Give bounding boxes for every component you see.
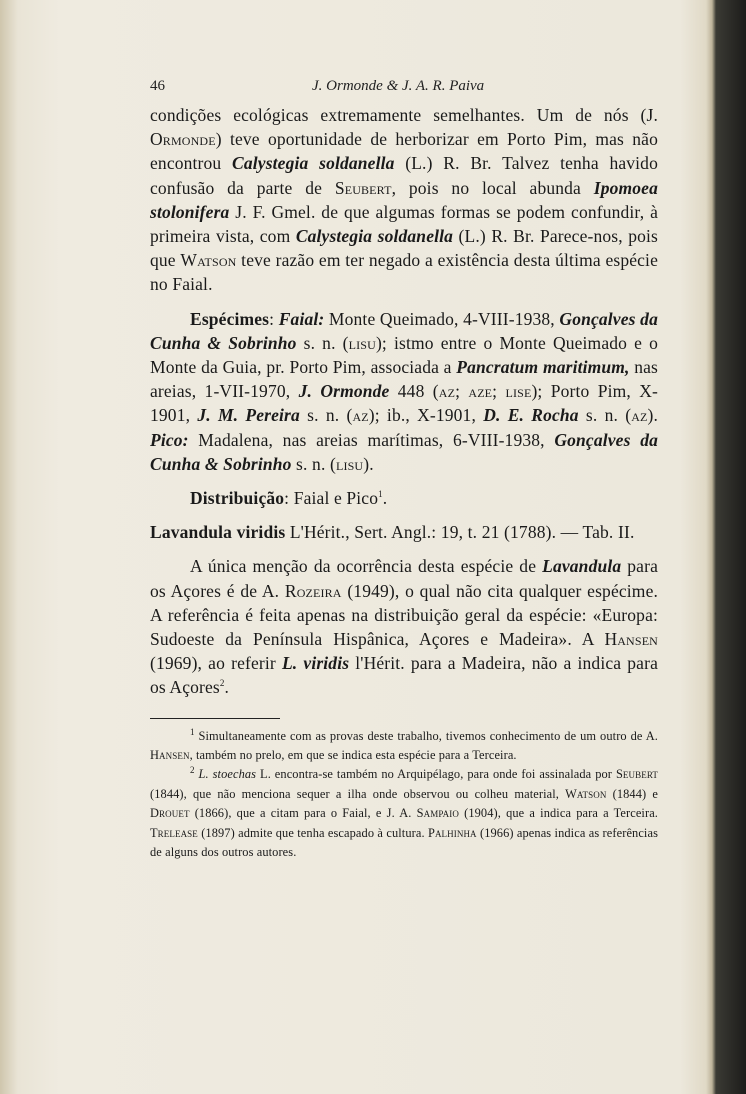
footnote-ref-2: 2 xyxy=(219,678,225,689)
page-number: 46 xyxy=(150,78,165,94)
footnote-ref-1: 1 xyxy=(378,489,383,500)
species-heading-lavandula-viridis: Lavandula viridis L'Hérit., Sert. Angl.: 19, t. 21 (1788). — Tab. II. xyxy=(150,522,635,543)
running-head: J. Ormonde & J. A. R. Paiva xyxy=(312,78,485,94)
paragraph-calystegia-discussion: condições ecológicas extremamente semelhantes. Um de nós (J. Ormonde) teve oportunidade de herborizar em Porto Pim, mas não encontrou Calystegia soldanella (L.) R. Br. Talvez tenha havido confusão da parte de Seubert, pois no local abunda Ipomoea stolonifera J. F. Gmel. de que algumas formas se podem confundir, à primeira vista, com Calystegia soldanella (L.) R. Br. Parece-nos, pois que Watson teve razão em ter negado a existência desta última espécie no Faial. xyxy=(150,105,659,295)
footnote-divider xyxy=(150,718,280,719)
paragraph-distribution: Distribuição: Faial e Pico$^1$. xyxy=(190,488,388,509)
page-header xyxy=(150,78,670,100)
page-body xyxy=(150,103,658,863)
footnote-1: $^1$ Simultaneamente com as provas deste trabalho, tivemos conhecimento de um outro de A. Hansen, também no prelo, em que se indica esta espécie para a Terceira. xyxy=(150,726,658,763)
paragraph-lavandula-discussion: A única menção da ocorrência desta espécie de Lavandula para os Açores é de A. Rozeira (1949), o qual não cita qualquer espécime. A referência é feita apenas na distribuição geral da espécie: «Europa: Sudoeste da Península Hispânica, Açores e Madeira». A Hansen (1969), ao referir L. viridis l'Hérit. para a Madeira, não a indica para os Açores$^2$. xyxy=(150,556,659,698)
distribution-label: Distribuição xyxy=(190,488,285,509)
footnote-2: $^2$ L. stoechas L. encontra-se também no Arquipélago, para onde foi assinalada por Seubert (1844), que não menciona sequer a ilha onde observou ou colheu material, Watson (1844) e Drouet (1866), que a citam para o Faial, e J. A. Sampaio (1904), que a indica para a Terceira. Trelease (1897) admite que tenha escapado à cultura. Palhinha (1966) apenas indica as referências de alguns dos outros autores. xyxy=(150,765,658,860)
species-name: Lavandula viridis xyxy=(150,522,286,543)
specimens-label: Espécimes xyxy=(190,308,270,329)
paragraph-specimens: Espécimes: Faial: Monte Queimado, 4-VIII-1938, Gonçalves da Cunha & Sobrinho s. n. (lisu); istmo entre o Monte Queimado e o Monte da Guia, pr. Porto Pim, associada a Pancratum maritimum, nas areias, 1-VII-1970, J. Ormonde 448 (az; aze; lise); Porto Pim, X-1901, J. M. Pereira s. n. (az); ib., X-1901, D. E. Rocha s. n. (az). Pico: Madalena, nas areias marítimas, 6-VIII-1938, Gonçalves da Cunha & Sobrinho s. n. (lisu). xyxy=(150,308,659,474)
